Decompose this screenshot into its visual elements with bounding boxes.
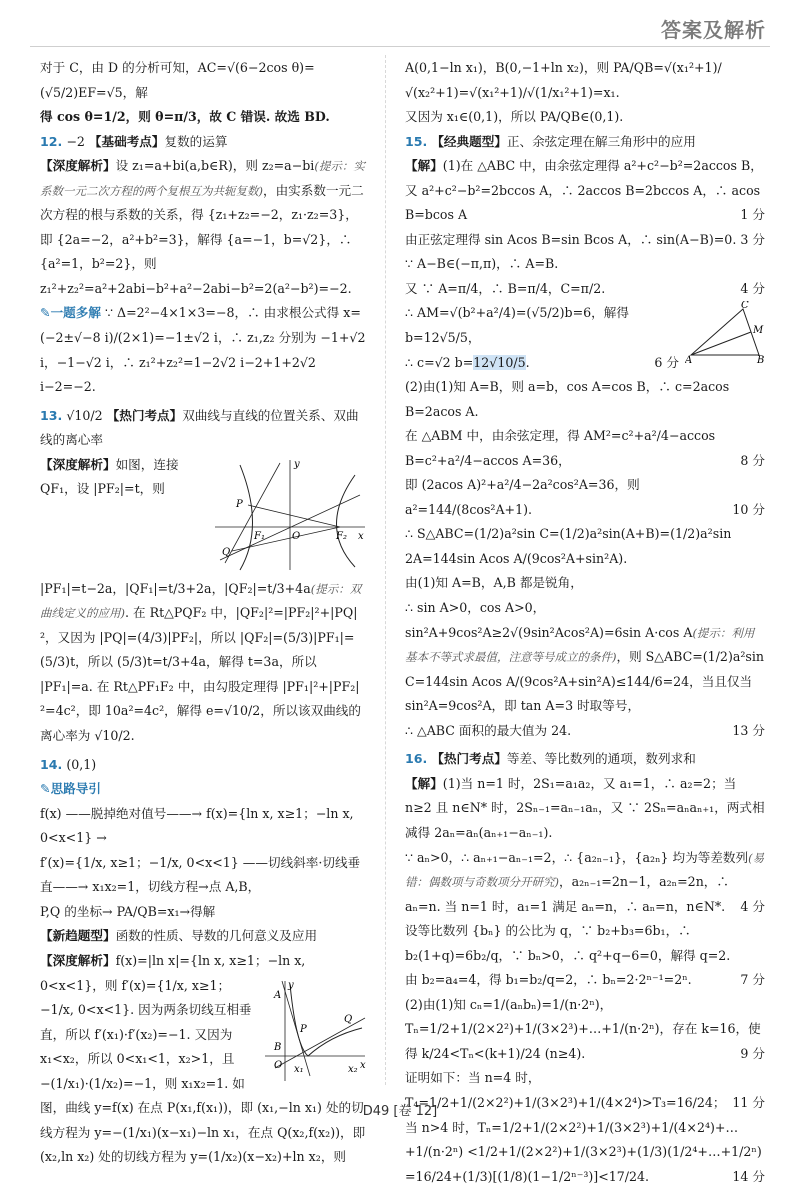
score-marker: 8 分 [740, 452, 765, 468]
score-marker: 11 分 [732, 1094, 765, 1110]
vertex-label-A: A [685, 355, 693, 364]
text: . 在 Rt△PQF₂ 中，|QF₂|²=|PF₂|²+|PQ|²，又因为 |PQ|=(4/3)|PF₂|，所以 |QF₂|=(5/3)|PF₁|=(5/3)t，所以 (5/3)t=t/3+4a，解得 t=3a，所以 |PF₁|=a. 在 Rt△PF₁F₂ 中，由勾股定理得 |PF₁|²+|PF₂|²=4c²，即 10a²=4c²，解得 e=√10/2，所以该双曲线的离心率为 √10/2. [40, 605, 361, 744]
tag: 【热门考点】 [106, 407, 183, 423]
vertex-label-M: M [753, 325, 764, 337]
hyperbola-figure [210, 455, 370, 575]
multi-solution-label: 一题多解 [50, 305, 101, 321]
question-15 [405, 130, 765, 744]
topic: 函数的性质、导数的几何意义及应用 [115, 928, 318, 944]
point-label-F1: F₁ [254, 530, 265, 542]
text: ∴ AM=√(b²+a²/4)=(√5/2)b=6，解得 b=12√5/5， [405, 305, 629, 346]
text-line: 得 cos θ=1/2，则 θ=π/3，故 C 错误. 故选 BD. [40, 109, 330, 125]
axis-label-y: y [288, 979, 294, 991]
text: f(x)=|ln x|={ln x, x≥1；−ln x, 0<x<1}，则 [40, 952, 306, 993]
text: 设 z₁=a+bi(a,b∈R)，则 z₂=a−bi [115, 158, 315, 174]
point-label-O: O [274, 1059, 283, 1071]
score-marker: 7 分 [740, 972, 765, 988]
score-marker: 4 分 [740, 898, 765, 914]
question-number: 12. [40, 133, 63, 149]
text: ∴ sin A>0，cos A>0，sin²A+9cos²A≥2√(9sin²Acos²A)=6sin A·cos A [405, 600, 693, 640]
hint: (提示：实系数一元二次方程的两个复根互为共轭复数) [40, 159, 365, 198]
point-label-P: P [300, 1023, 307, 1035]
score-marker: 3 分 [740, 231, 765, 247]
page-header-title: 答案及解析 [661, 18, 766, 42]
answer: (0,1) [66, 756, 97, 772]
text: f′(x)={1/x, x≥1；−1/x, 0<x<1} ——切线斜率·切线垂直——→ x₁x₂=1，切线方程→点 A,B， [40, 854, 361, 895]
axis-label-y: y [294, 458, 300, 470]
tag: 【解】 [405, 158, 443, 174]
text: 由正弦定理得 sin Acos B=sin Bcos A，∴ sin(A−B)=0. [405, 231, 737, 247]
question-16 [405, 747, 765, 1189]
tag: 【深度解析】 [40, 456, 116, 472]
score-marker: 13 分 [732, 722, 765, 738]
text: ∴ c=√2 b= [405, 354, 474, 370]
text: 即 (2acos A)²+a²/4−2a²cos²A=36，则 a²=144/(8cos²A+1). [405, 477, 640, 517]
text: 证明如下：当 n=4 时，T₄=1/2+1/(2×2²)+1/(3×2³)+1/(4×2⁴)>T₃=16/24； [405, 1070, 726, 1110]
score-marker: 6 分 [654, 354, 679, 370]
point-label-F2: F₂ [336, 530, 347, 542]
text: . [525, 354, 530, 370]
hint: (易错：偶数项与奇数项分开研究) [405, 850, 765, 890]
tag: 【新趋题型】 [40, 928, 116, 944]
text: 当 n>4 时，Tₙ=1/2+1/(2×2²)+1/(3×2³)+1/(4×2⁴)+…+1/(n·2ⁿ) <1/2+1/(2×2²)+1/(3×2³)+(1/3)(1/2⁴+…+1/2ⁿ) =16/24+(1/3)[(1/8)(1−1/2ⁿ⁻³)]<17/24. [405, 1119, 762, 1184]
vertex-label-B: B [757, 355, 765, 364]
text: (1)在 △ABC 中，由余弦定理得 a²+c²−b²=2accos B，又 a²+c²−b²=2bccos A，∴ 2accos B=2bccos A，∴ acos B=bcos A [405, 158, 763, 223]
highlighted-answer: 12√10/5 [473, 354, 526, 370]
answer: √10/2 [66, 407, 103, 423]
question-12 [40, 130, 370, 400]
tag: 【热门考点】 [431, 751, 507, 767]
triangle-figure [685, 301, 765, 363]
score-marker: 1 分 [740, 207, 765, 223]
text: (2)由(1)知 cₙ=1/(aₙbₙ)=1/(n·2ⁿ)，Tₙ=1/2+1/(2×2²)+1/(3×2³)+…+1/(n·2ⁿ)，存在 k=16，使得 k/24<Tₙ<(k+1)/24 (n≥4). [405, 996, 761, 1061]
topic: 等差、等比数列的通项，数列求和 [506, 751, 696, 767]
question-number: 13. [40, 407, 63, 423]
right-column [405, 56, 765, 1189]
text: 如图，连接 QF₁，设 |PF₂|=t，则 |PF₁|=t−2a，|QF₁|=t/3+2a，|QF₂|=t/3+4a [40, 456, 311, 596]
text: {2a=−2，a²+b²=3}，解得 {a=−1，b=√2}，∴ {a²=1，b²=2}，则 z₁²+z₂²=a²+2abi−b²+a²−2abi−b²=2(a²−b²)=−2. [40, 231, 352, 296]
text: ∴ S△ABC=(1/2)a²sin C=(1/2)a²sin(A+B)=(1/2)a²sin 2A=144sin Acos A/(9cos²A+sin²A). [405, 526, 732, 566]
text: 设等比数列 {bₙ} 的公比为 q，∵ b₂+b₃=6b₁，∴ b₂(1+q)=6b₂/q，∵ bₙ>0，∴ q²+q−6=0，解得 q=2. [405, 923, 731, 963]
text: 由 b₂=a₄=4，得 b₁=b₂/q=2，∴ bₙ=2·2ⁿ⁻¹=2ⁿ. [405, 972, 692, 988]
point-label-B: B [274, 1041, 282, 1053]
log-curve-figure [260, 976, 370, 1086]
thinking-guide-label: 思路导引 [50, 781, 101, 797]
question-number: 15. [405, 133, 428, 149]
question-13 [40, 404, 370, 749]
score-marker: 10 分 [732, 501, 765, 517]
text: (1)当 n=1 时，2S₁=a₁a₂，又 a₁=1，∴ a₂=2；当 n≥2 且 n∈N* 时，2Sₙ₋₁=aₙ₋₁aₙ，又 ∵ 2Sₙ=aₙaₙ₊₁，两式相减得 2aₙ=aₙ(aₙ₊₁−aₙ₋₁). [405, 775, 765, 840]
text: ，则 S△ABC=(1/2)a²sin C=144sin Acos A/(9cos²A+sin²A)≤144/6=24，当且仅当 sin²A=9cos²A，即 tan A=3 时取等号， [405, 649, 765, 714]
text: ∵ Δ=2²−4×1×3=−8，∴ 由求根公式得 x=(−2±√−8 i)/(2×1)=−1±√2 i，∴ z₁,z₂ 分别为 −1+√2 i，−1−√2 i，∴ z₁²+z₂²=1−2√2 i−2+1+2√2 i−2=−2. [40, 305, 366, 395]
point-label-P: P [236, 498, 243, 510]
question-number: 16. [405, 751, 428, 767]
text: ，由实系数一元二次方程的根与系数的关系，得 {z₁+z₂=−2，z₁·z₂=3}，即 [40, 182, 364, 247]
axis-label-x: x [358, 530, 364, 542]
left-column [40, 56, 370, 1170]
score-marker: 4 分 [740, 280, 765, 296]
topic: 复数的运算 [164, 133, 228, 149]
text: 在 △ABM 中，由余弦定理，得 AM²=c²+a²/4−accos B=c²+a²/4−accos A=36， [405, 428, 716, 468]
score-marker: 14 分 [732, 1168, 765, 1184]
tag: 【深度解析】 [40, 952, 116, 968]
pencil-icon: ✎ [40, 305, 51, 321]
point-label-A: A [274, 989, 282, 1001]
topic: 正、余弦定理在解三角形中的应用 [506, 133, 696, 149]
point-label-x1: x₁ [294, 1063, 304, 1075]
question-number: 14. [40, 756, 63, 772]
tag: 【深度解析】 [40, 158, 116, 174]
score-marker: 9 分 [740, 1045, 765, 1061]
answer: −2 [66, 133, 85, 149]
text: (2)由(1)知 A=B，则 a=b，cos A=cos B，∴ c=2acos B=2acos A. [405, 379, 730, 419]
tag: 【经典题型】 [431, 133, 507, 149]
hint: (提示：双曲线定义的应用) [40, 581, 362, 621]
text: 由(1)知 A=B，A,B 都是锐角， [405, 575, 583, 591]
vertex-label-C: C [741, 301, 749, 312]
text-line: 对于 C，由 D 的分析可知，AC=√(6−2cos θ)=(√5/2)EF=√5，解 [40, 60, 315, 100]
text-line: A(0,1−ln x₁)，B(0,−1+ln x₂)，则 PA/QB=√(x₁²+1)/√(x₂²+1)=√(x₁²+1)/√(1/x₁²+1)=x₁. [405, 60, 722, 100]
text: ∴ △ABC 面积的最大值为 24. [405, 722, 572, 738]
point-label-Q: Q [344, 1013, 353, 1025]
page-footer: D49 [卷 12] [362, 1104, 438, 1119]
text: ，a₂ₙ₋₁=2n−1，a₂ₙ=2n，∴ aₙ=n. 当 n=1 时，a₁=1 满足 aₙ=n，∴ aₙ=n，n∈N*. [405, 874, 729, 914]
hint: (提示：利用基本不等式求最值，注意等号成立的条件) [405, 625, 755, 665]
point-label-x2: x₂ [348, 1063, 358, 1075]
point-label-Q: Q [222, 546, 231, 558]
topic: 双曲线与直线的位置关系、双曲线的离心率 [40, 407, 359, 448]
column-divider [385, 55, 386, 1085]
header-rule [30, 46, 770, 47]
text: P,Q 的坐标→ PA/QB=x₁→得解 [40, 903, 216, 919]
pencil-icon: ✎ [40, 781, 51, 797]
text: ∵ A−B∈(−π,π)，∴ A=B. [405, 256, 559, 272]
text-line: 又因为 x₁∈(0,1)，所以 PA/QB∈(0,1). [405, 109, 624, 125]
text: 又 ∵ A=π/4，∴ B=π/4，C=π/2. [405, 280, 606, 296]
text: ∵ aₙ>0，∴ aₙ₊₁−aₙ₋₁=2，∴ {a₂ₙ₋₁}，{a₂ₙ} 均为等差数列 [405, 849, 749, 865]
text: f′(x)={1/x, x≥1；−1/x, 0<x<1}. 因为两条切线互相垂直，所以 f′(x₁)·f′(x₂)=−1. 又因为 x₁<x₂，所以 0<x₁<1，x₂>1，且 −(1/x₁)·(1/x₂)=−1，则 x₁x₂=1. 如图，曲线 y=f(x) 在点 P(x₁,f(x₁))，即 (x₁,−ln x₁) 处的切线方程为 y=−(1/x₁)(x−x₁)−ln x₁，在点 Q(x₂,f(x₂))，即 (x₂,ln x₂) 处的切线方程为 y=(1/x₂)(x−x₂)+ln x₂，则 [40, 977, 366, 1165]
axis-label-x: x [360, 1059, 366, 1071]
point-label-O: O [292, 530, 301, 542]
tag: 【解】 [405, 775, 443, 791]
text: f(x) ——脱掉绝对值号——→ f(x)={ln x, x≥1；−ln x, 0<x<1} → [40, 805, 354, 846]
tag: 【基础考点】 [88, 133, 165, 149]
